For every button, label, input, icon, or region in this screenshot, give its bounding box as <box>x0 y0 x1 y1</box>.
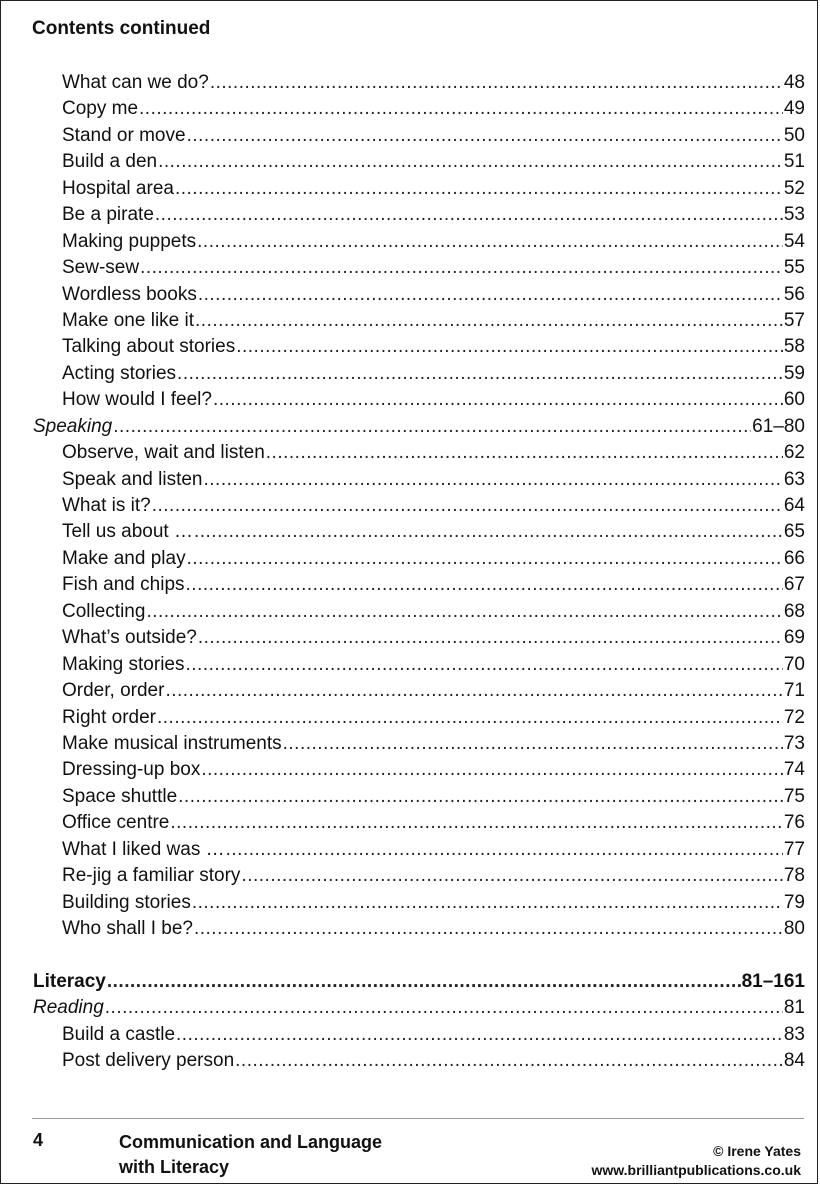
toc-entry-title: What I liked was … <box>62 838 225 860</box>
toc-entry-page: 64 <box>783 495 805 516</box>
toc-entry-title: How would I feel? <box>62 389 212 411</box>
toc-entry <box>33 863 805 889</box>
toc-entry-page: 83 <box>783 1023 805 1045</box>
toc-entry-title: Speak and listen <box>62 468 203 490</box>
toc-entry-page: 73 <box>783 732 805 754</box>
toc-leader-dots <box>266 440 783 466</box>
toc-entry <box>33 678 805 704</box>
toc-entry <box>33 731 805 757</box>
toc-entry-title: Tell us about … <box>62 521 193 543</box>
toc-entry <box>33 625 805 651</box>
toc-entry-page: 77 <box>783 838 805 860</box>
toc-entry <box>33 705 805 731</box>
footer-credits <box>591 1142 801 1180</box>
toc-entry-title: Reading <box>33 997 104 1019</box>
toc-entry <box>33 916 805 942</box>
toc-leader-dots <box>152 493 783 519</box>
toc-leader-dots <box>194 519 783 545</box>
toc-leader-dots <box>210 70 783 96</box>
toc-entry <box>33 493 805 519</box>
toc-entry-page: 59 <box>783 362 805 384</box>
toc-entry-page: 61–80 <box>752 415 805 437</box>
toc-entry <box>33 176 805 202</box>
toc-entry-title: Collecting <box>62 600 146 622</box>
toc-leader-dots <box>155 202 783 228</box>
toc-entry-title: Right order <box>62 706 156 728</box>
toc-entry-page: 54 <box>783 230 805 252</box>
toc-entry <box>33 969 805 995</box>
toc-entry-page: 65 <box>783 521 805 543</box>
toc-leader-dots <box>201 757 783 783</box>
toc-entry-page: 49 <box>783 98 805 120</box>
toc-entry-title: Speaking <box>33 415 113 437</box>
toc-leader-dots <box>176 1022 783 1048</box>
toc-entry-page: 62 <box>783 442 805 464</box>
toc-entry <box>33 810 805 836</box>
toc-entry-page: 81–161 <box>741 970 805 992</box>
toc-entry-page: 53 <box>783 204 805 226</box>
toc-leader-dots <box>204 467 783 493</box>
toc-entry <box>33 308 805 334</box>
toc-entry <box>33 652 805 678</box>
toc-entry-title: Literacy <box>33 970 106 992</box>
toc-entry <box>33 96 805 122</box>
toc-entry <box>33 784 805 810</box>
toc-entry <box>33 757 805 783</box>
toc-entry-page: 69 <box>783 627 805 649</box>
toc-entry <box>33 334 805 360</box>
toc-entry-title: Space shuttle <box>62 785 178 807</box>
toc-entry <box>33 229 805 255</box>
toc-entry-page: 55 <box>783 257 805 279</box>
toc-leader-dots <box>146 599 782 625</box>
page-title: Contents continued <box>32 18 211 39</box>
toc-entry <box>33 255 805 281</box>
toc-entry-title: Re-jig a familiar story <box>62 865 241 887</box>
toc-entry <box>33 890 805 916</box>
toc-entry-page: 80 <box>783 918 805 939</box>
toc-entry-page: 76 <box>783 812 805 834</box>
toc-leader-dots <box>178 784 783 810</box>
toc-entry-title: Make and play <box>62 547 186 569</box>
toc-entry-page: 67 <box>783 574 805 596</box>
toc-entry-title: Build a den <box>62 151 158 173</box>
toc-entry-page: 63 <box>783 468 805 490</box>
toc-entry-page: 66 <box>783 547 805 569</box>
toc-leader-dots <box>139 96 783 122</box>
toc-entry-page: 50 <box>783 124 805 146</box>
toc-entry-page: 81 <box>783 997 805 1019</box>
toc-entry-page: 58 <box>783 336 805 358</box>
toc-entry <box>33 202 805 228</box>
toc-entry-page: 72 <box>783 706 805 728</box>
toc-entry-title: Acting stories <box>62 362 177 384</box>
toc-entry-title: Order, order <box>62 680 165 702</box>
toc-entry-title: Make one like it <box>62 309 195 331</box>
toc-entry-page: 51 <box>783 151 805 173</box>
toc-entry-title: What can we do? <box>62 72 209 93</box>
toc-entry-page: 79 <box>783 891 805 913</box>
toc-entry <box>33 414 805 440</box>
toc-entry <box>33 1048 805 1074</box>
toc-entry-title: Talking about stories <box>62 336 236 358</box>
toc-entry <box>33 546 805 572</box>
footer-website: www.brilliantpublications.co.uk <box>591 1162 801 1178</box>
toc-entry-title: Stand or move <box>62 124 186 146</box>
toc-leader-dots <box>226 837 783 863</box>
toc-entry <box>33 361 805 387</box>
footer-book-title <box>119 1130 382 1180</box>
toc-leader-dots <box>192 890 783 916</box>
footer-page-number: 4 <box>33 1130 44 1150</box>
toc-entry <box>33 599 805 625</box>
toc-leader-dots <box>236 334 783 360</box>
toc-entry-title: Making stories <box>62 653 185 675</box>
toc-entry-title: Build a castle <box>62 1023 176 1045</box>
toc-entry-title: What’s outside? <box>62 627 197 649</box>
toc-leader-dots <box>194 916 783 942</box>
toc-entry <box>33 837 805 863</box>
toc-leader-dots <box>197 229 783 255</box>
toc-entry-title: Making puppets <box>62 230 197 252</box>
toc-leader-dots <box>235 1048 783 1074</box>
toc-spacer <box>33 942 805 968</box>
toc-leader-dots <box>213 387 783 413</box>
toc-entry-title: Make musical instruments <box>62 732 282 754</box>
toc-leader-dots <box>157 705 783 731</box>
toc-entry <box>33 467 805 493</box>
toc-leader-dots <box>158 149 783 175</box>
toc-entry-page: 57 <box>783 309 805 331</box>
toc-leader-dots <box>170 810 782 836</box>
toc-entry-title: Who shall I be? <box>62 918 193 939</box>
toc-leader-dots <box>165 678 782 704</box>
toc-entry-title: Be a pirate <box>62 204 154 226</box>
toc-entry <box>33 440 805 466</box>
toc-entry <box>33 1022 805 1048</box>
toc-entry-title: Fish and chips <box>62 574 185 596</box>
toc-leader-dots <box>140 255 783 281</box>
toc-entry-title: Dressing-up box <box>62 759 201 781</box>
toc-leader-dots <box>187 546 783 572</box>
toc-entry-title: Wordless books <box>62 283 197 305</box>
toc-entry <box>33 572 805 598</box>
toc-leader-dots <box>186 572 783 598</box>
toc-leader-dots <box>177 361 783 387</box>
toc-entry <box>33 387 805 413</box>
toc-entry <box>33 123 805 149</box>
toc-entry-title: Office centre <box>62 812 170 834</box>
toc-entry-page: 75 <box>783 785 805 807</box>
toc-entry-page: 74 <box>783 759 805 781</box>
toc-leader-dots <box>283 731 783 757</box>
toc-entry-page: 52 <box>783 177 805 199</box>
footer-book-title-line1: Communication and Language <box>119 1132 383 1152</box>
toc-leader-dots <box>186 652 783 678</box>
toc-entry-page: 70 <box>783 653 805 675</box>
toc-entry <box>33 282 805 308</box>
toc-leader-dots <box>195 308 783 334</box>
toc-entry-page: 68 <box>783 600 805 622</box>
footer-book-title-line2: with Literacy <box>119 1157 230 1177</box>
toc-entry-title: Building stories <box>62 891 191 913</box>
toc-entry <box>33 995 805 1021</box>
table-of-contents <box>33 70 805 1075</box>
footer-divider <box>32 1118 804 1119</box>
toc-leader-dots <box>107 969 741 995</box>
toc-entry-title: What is it? <box>62 495 151 516</box>
toc-leader-dots <box>198 625 783 651</box>
toc-leader-dots <box>113 414 751 440</box>
toc-entry-page: 60 <box>783 389 805 411</box>
footer-copyright: © Irene Yates <box>713 1143 801 1159</box>
toc-entry-title: Hospital area <box>62 177 174 199</box>
toc-entry-title: Copy me <box>62 98 139 120</box>
toc-leader-dots <box>187 123 783 149</box>
toc-entry <box>33 149 805 175</box>
toc-leader-dots <box>241 863 782 889</box>
toc-leader-dots <box>105 995 783 1021</box>
toc-entry <box>33 70 805 96</box>
toc-entry-page: 48 <box>783 72 805 93</box>
toc-entry-page: 78 <box>783 865 805 887</box>
toc-entry-page: 56 <box>783 283 805 305</box>
toc-leader-dots <box>175 176 783 202</box>
toc-entry-title: Observe, wait and listen <box>62 442 265 464</box>
toc-entry-title: Sew-sew <box>62 257 140 279</box>
toc-entry-title: Post delivery person <box>62 1050 235 1072</box>
toc-entry <box>33 519 805 545</box>
toc-entry-page: 71 <box>783 680 805 702</box>
toc-entry-page: 84 <box>783 1050 805 1072</box>
toc-leader-dots <box>198 282 783 308</box>
